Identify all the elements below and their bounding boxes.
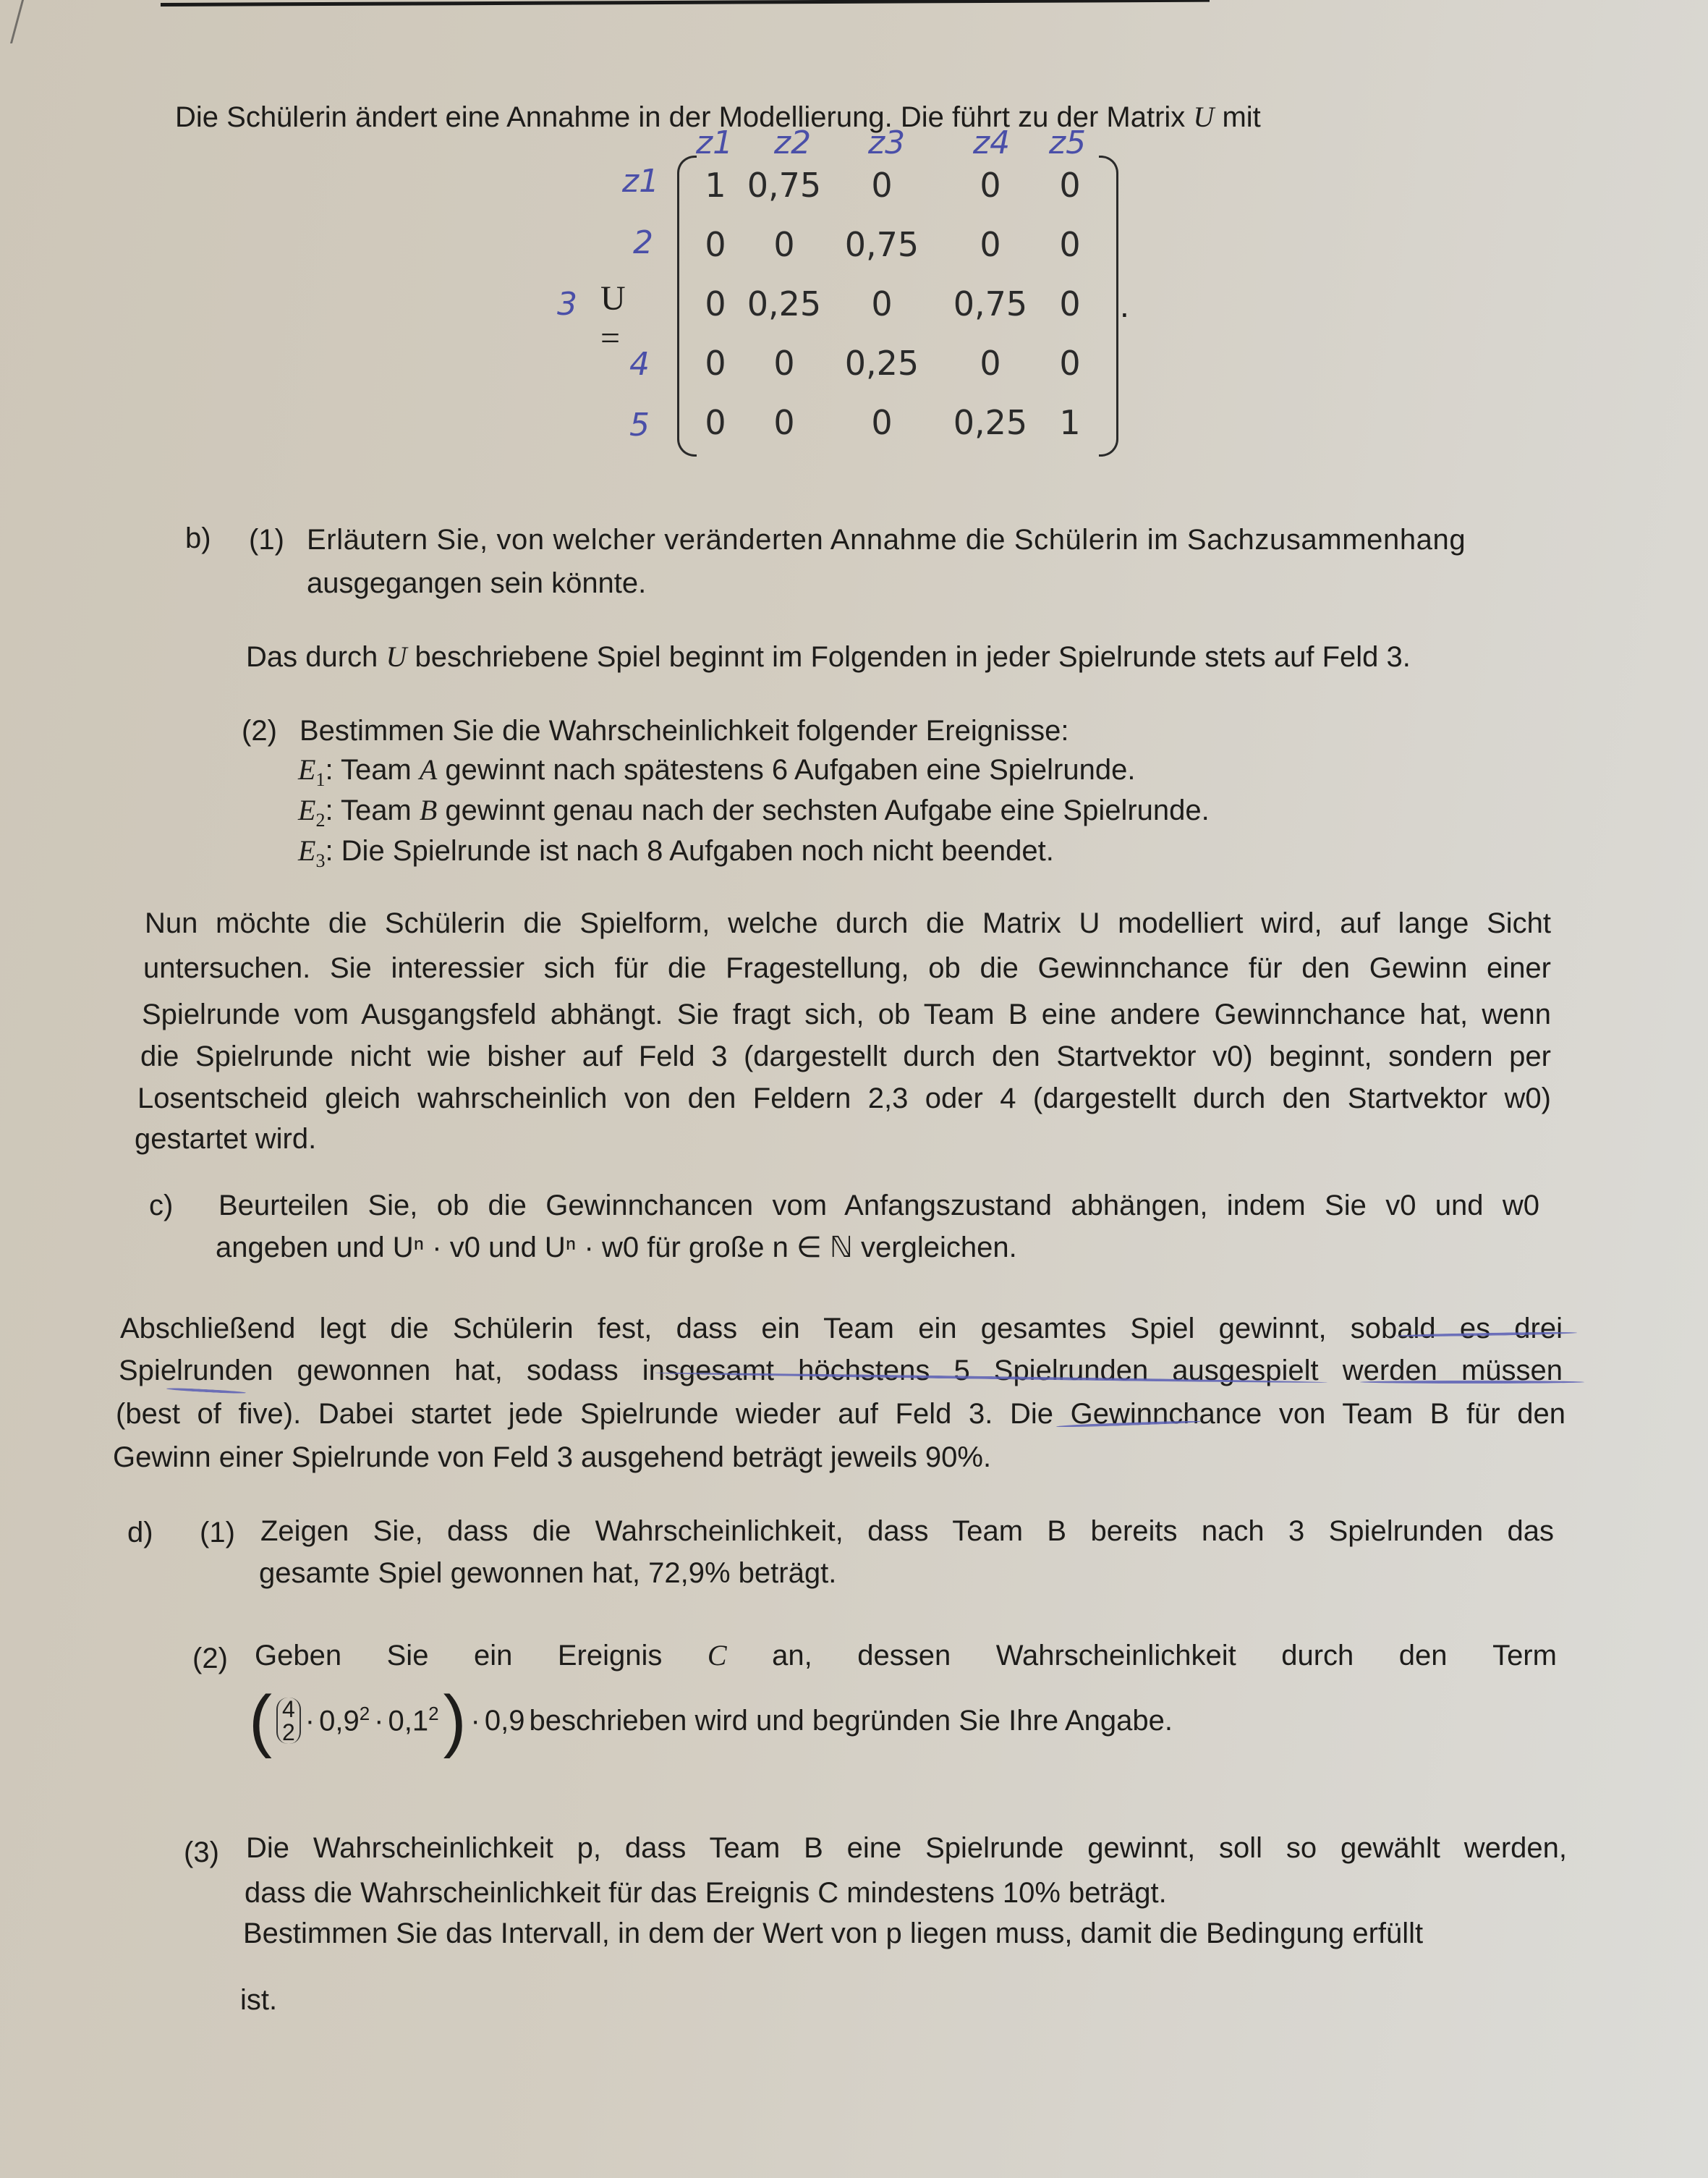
- matrix-cell: 0: [871, 166, 893, 205]
- word: den: [1398, 1640, 1448, 1671]
- paragraph-line: untersuchen. Sie interessier sich für die Fragestellung, ob die Gewinnchance für den Gewinn einer: [143, 952, 1551, 984]
- matrix-cell: 1: [705, 166, 726, 205]
- matrix-cell: 0,25: [844, 344, 919, 383]
- part-d3-number: (3): [184, 1836, 219, 1868]
- matrix-cell: 0: [980, 225, 1001, 264]
- matrix-cell: 0: [980, 166, 1001, 205]
- event-text: : Team: [325, 794, 420, 826]
- event-symbol: E: [298, 834, 316, 867]
- hand-label-row-4: 4: [629, 346, 650, 383]
- event-subscript: 2: [315, 810, 326, 831]
- word: Geben: [255, 1640, 342, 1671]
- event-symbol: E: [298, 753, 316, 786]
- word: an,: [772, 1640, 812, 1671]
- hand-label-col-5: z5: [1049, 124, 1087, 161]
- matrix-bracket-right: [1099, 156, 1118, 457]
- hand-label-col-2: z2: [774, 124, 812, 161]
- part-d3-line4: ist.: [240, 1984, 278, 2016]
- word: Wahrscheinlichkeit: [995, 1640, 1236, 1671]
- term-outer-factor: 0,9: [484, 1705, 525, 1737]
- intro-text: Die Schülerin ändert eine Annahme in der Modellierung. Die führt zu der Matrix: [175, 101, 1186, 133]
- part-d1-line1: Zeigen Sie, dass die Wahrscheinlichkeit, dass Team B bereits nach 3 Spielrunden das: [260, 1515, 1554, 1547]
- context-text: Das durch: [246, 641, 378, 673]
- matrix-cell: 0: [1059, 284, 1081, 323]
- term-dot: ·: [470, 1705, 480, 1737]
- matrix-cell: 0: [705, 403, 726, 442]
- part-b-label: b): [185, 522, 211, 554]
- matrix-cell: 0: [980, 344, 1001, 383]
- matrix-cell: 0,25: [953, 403, 1028, 442]
- paragraph-line: die Spielrunde nicht wie bisher auf Feld 3 (dargestellt durch den Startvektor v0) beginnt, sondern per: [140, 1041, 1551, 1072]
- top-rule: [161, 0, 1210, 7]
- matrix-cell: 1: [1059, 403, 1081, 442]
- matrix-row: [690, 334, 1095, 393]
- hand-label-row-3: 3: [557, 286, 577, 323]
- part-d3-line1: Die Wahrscheinlichkeit p, dass Team B eine Spielrunde gewinnt, soll so gewählt werden,: [246, 1832, 1567, 1864]
- binom-bottom: 2: [281, 1719, 295, 1745]
- matrix-row: [690, 215, 1095, 274]
- intro-text-end: mit: [1222, 101, 1261, 133]
- factor-base: 0,9: [319, 1705, 360, 1737]
- matrix-cell: 0: [773, 344, 795, 383]
- part-d2-line1: [255, 1638, 1557, 1673]
- matrix-period: .: [1120, 287, 1129, 324]
- hand-label-row-1: z1: [622, 163, 660, 200]
- event-E3: [298, 834, 1054, 872]
- paren-open: (: [249, 1682, 272, 1759]
- paragraph-line: Nun möchte die Schülerin die Spielform, welche durch die Matrix U modelliert wird, auf lange Sicht: [145, 907, 1551, 939]
- hand-label-col-4: z4: [973, 124, 1011, 161]
- matrix-table: [690, 156, 1095, 452]
- part-b1-line1: Erläutern Sie, von welcher veränderten Annahme die Schülerin im Sachzusammenhang: [307, 524, 1466, 556]
- part-b2-text: Bestimmen Sie die Wahrscheinlichkeit folgender Ereignisse:: [299, 715, 1069, 747]
- event-E2: [298, 793, 1210, 831]
- matrix-cell: 0: [1059, 344, 1081, 383]
- context-text: beschriebene Spiel beginnt im Folgenden in jeder Spielrunde stets auf Feld 3.: [415, 641, 1411, 673]
- word: durch: [1281, 1640, 1354, 1671]
- hand-label-row-5: 5: [629, 407, 650, 444]
- event-text: gewinnt nach spätestens 6 Aufgaben eine Spielrunde.: [437, 754, 1136, 786]
- part-b2-number: (2): [242, 715, 277, 747]
- term-factor2: [388, 1703, 439, 1738]
- paragraph-line: Spielrunden gewonnen hat, sodass insgesamt höchstens 5 Spielrunden ausgespielt werden müssen: [119, 1355, 1563, 1386]
- event-text: : Team: [325, 754, 420, 786]
- binom-top: 4: [281, 1696, 295, 1722]
- matrix-cell: 0: [1059, 166, 1081, 205]
- part-b-context: [246, 640, 1411, 674]
- hand-label-row-2: 2: [633, 224, 653, 261]
- team-symbol: B: [419, 794, 438, 826]
- paragraph-line: Losentscheid gleich wahrscheinlich von den Feldern 2,3 oder 4 (dargestellt durch den Startvektor w0): [137, 1082, 1551, 1114]
- factor-exp: 2: [428, 1703, 439, 1725]
- part-d1-line2: gesamte Spiel gewonnen hat, 72,9% beträgt.: [259, 1557, 837, 1589]
- matrix-cell: 0: [871, 403, 893, 442]
- event-text: : Die Spielrunde ist nach 8 Aufgaben noch nicht beendet.: [325, 835, 1054, 867]
- matrix-symbol: U: [1193, 101, 1215, 133]
- handwritten-underline: [166, 1387, 246, 1394]
- paragraph-line: Spielrunde vom Ausgangsfeld abhängt. Sie fragt sich, ob Team B eine andere Gewinnchance hat, wenn: [142, 999, 1551, 1030]
- matrix-cell: 0: [773, 225, 795, 264]
- event-symbol: E: [298, 794, 316, 826]
- matrix-cell: 0: [1059, 225, 1081, 264]
- matrix-cell: 0,25: [747, 284, 822, 323]
- event-symbol-C: C: [707, 1639, 727, 1671]
- part-c-label: c): [149, 1190, 174, 1221]
- matrix-cell: 0: [705, 225, 726, 264]
- paren-close: ): [443, 1682, 467, 1759]
- matrix-label: U =: [600, 279, 626, 357]
- part-d3-line3: Bestimmen Sie das Intervall, in dem der Wert von p liegen muss, damit die Bedingung erfüllt: [243, 1918, 1424, 1949]
- paragraph-line: gestartet wird.: [135, 1123, 317, 1155]
- part-d3-line2: dass die Wahrscheinlichkeit für das Ereignis C mindestens 10% beträgt.: [245, 1877, 1167, 1909]
- page-corner-edge: [0, 0, 24, 43]
- matrix-row: [690, 393, 1095, 452]
- part-b1-number: (1): [249, 524, 284, 556]
- hand-label-col-3: z3: [868, 124, 906, 161]
- word: ein: [473, 1640, 513, 1671]
- matrix-symbol: U: [386, 640, 407, 673]
- part-d1-number: (1): [200, 1517, 235, 1548]
- part-d2-line2-text: beschrieben wird und begründen Sie Ihre Angabe.: [529, 1705, 1173, 1737]
- paragraph-line: Abschließend legt die Schülerin fest, dass ein Team ein gesamtes Spiel gewinnt, sobald es drei: [120, 1313, 1563, 1344]
- hand-label-col-1: z1: [696, 124, 734, 161]
- word: Term: [1492, 1640, 1557, 1671]
- part-d-label: d): [127, 1517, 153, 1548]
- part-d2-number: (2): [192, 1643, 228, 1674]
- event-E1: [298, 753, 1135, 791]
- matrix-cell: 0,75: [747, 166, 822, 205]
- team-symbol: A: [419, 753, 438, 786]
- factor-base: 0,1: [388, 1705, 429, 1737]
- part-d2-term-line: [249, 1682, 1173, 1759]
- term-dot: ·: [374, 1705, 384, 1737]
- paragraph-line: Gewinn einer Spielrunde von Feld 3 ausgehend beträgt jeweils 90%.: [113, 1441, 992, 1473]
- term-dot: ·: [305, 1705, 315, 1737]
- part-b1-line2: ausgegangen sein könnte.: [307, 567, 647, 599]
- paragraph-line: (best of five). Dabei startet jede Spielrunde wieder auf Feld 3. Die Gewinnchance von Team B für den: [116, 1398, 1565, 1430]
- matrix-row: [690, 156, 1095, 215]
- binomial-coefficient: [276, 1698, 301, 1744]
- term-factor1: [319, 1703, 370, 1738]
- part-c-line1: Beurteilen Sie, ob die Gewinnchancen vom Anfangszustand abhängen, indem Sie v0 und w0: [218, 1190, 1539, 1221]
- word: dessen: [857, 1640, 951, 1671]
- matrix-cell: 0: [773, 403, 795, 442]
- part-c-line2: angeben und Uⁿ · v0 und Uⁿ · w0 für große n ∈ ℕ vergleichen.: [216, 1232, 1017, 1263]
- factor-exp: 2: [359, 1703, 370, 1725]
- event-subscript: 3: [315, 850, 326, 871]
- event-text: gewinnt genau nach der sechsten Aufgabe eine Spielrunde.: [437, 794, 1210, 826]
- word: Sie: [386, 1640, 429, 1671]
- event-subscript: 1: [315, 769, 326, 790]
- matrix-cell: 0,75: [953, 284, 1028, 323]
- word: Ereignis: [557, 1640, 663, 1671]
- matrix-cell: 0: [705, 344, 726, 383]
- handwritten-underline: [1360, 1381, 1584, 1384]
- matrix-body: [677, 156, 1118, 452]
- matrix-cell: 0,75: [844, 225, 919, 264]
- matrix-cell: 0: [705, 284, 726, 323]
- matrix-cell: 0: [871, 284, 893, 323]
- matrix-row: [690, 274, 1095, 334]
